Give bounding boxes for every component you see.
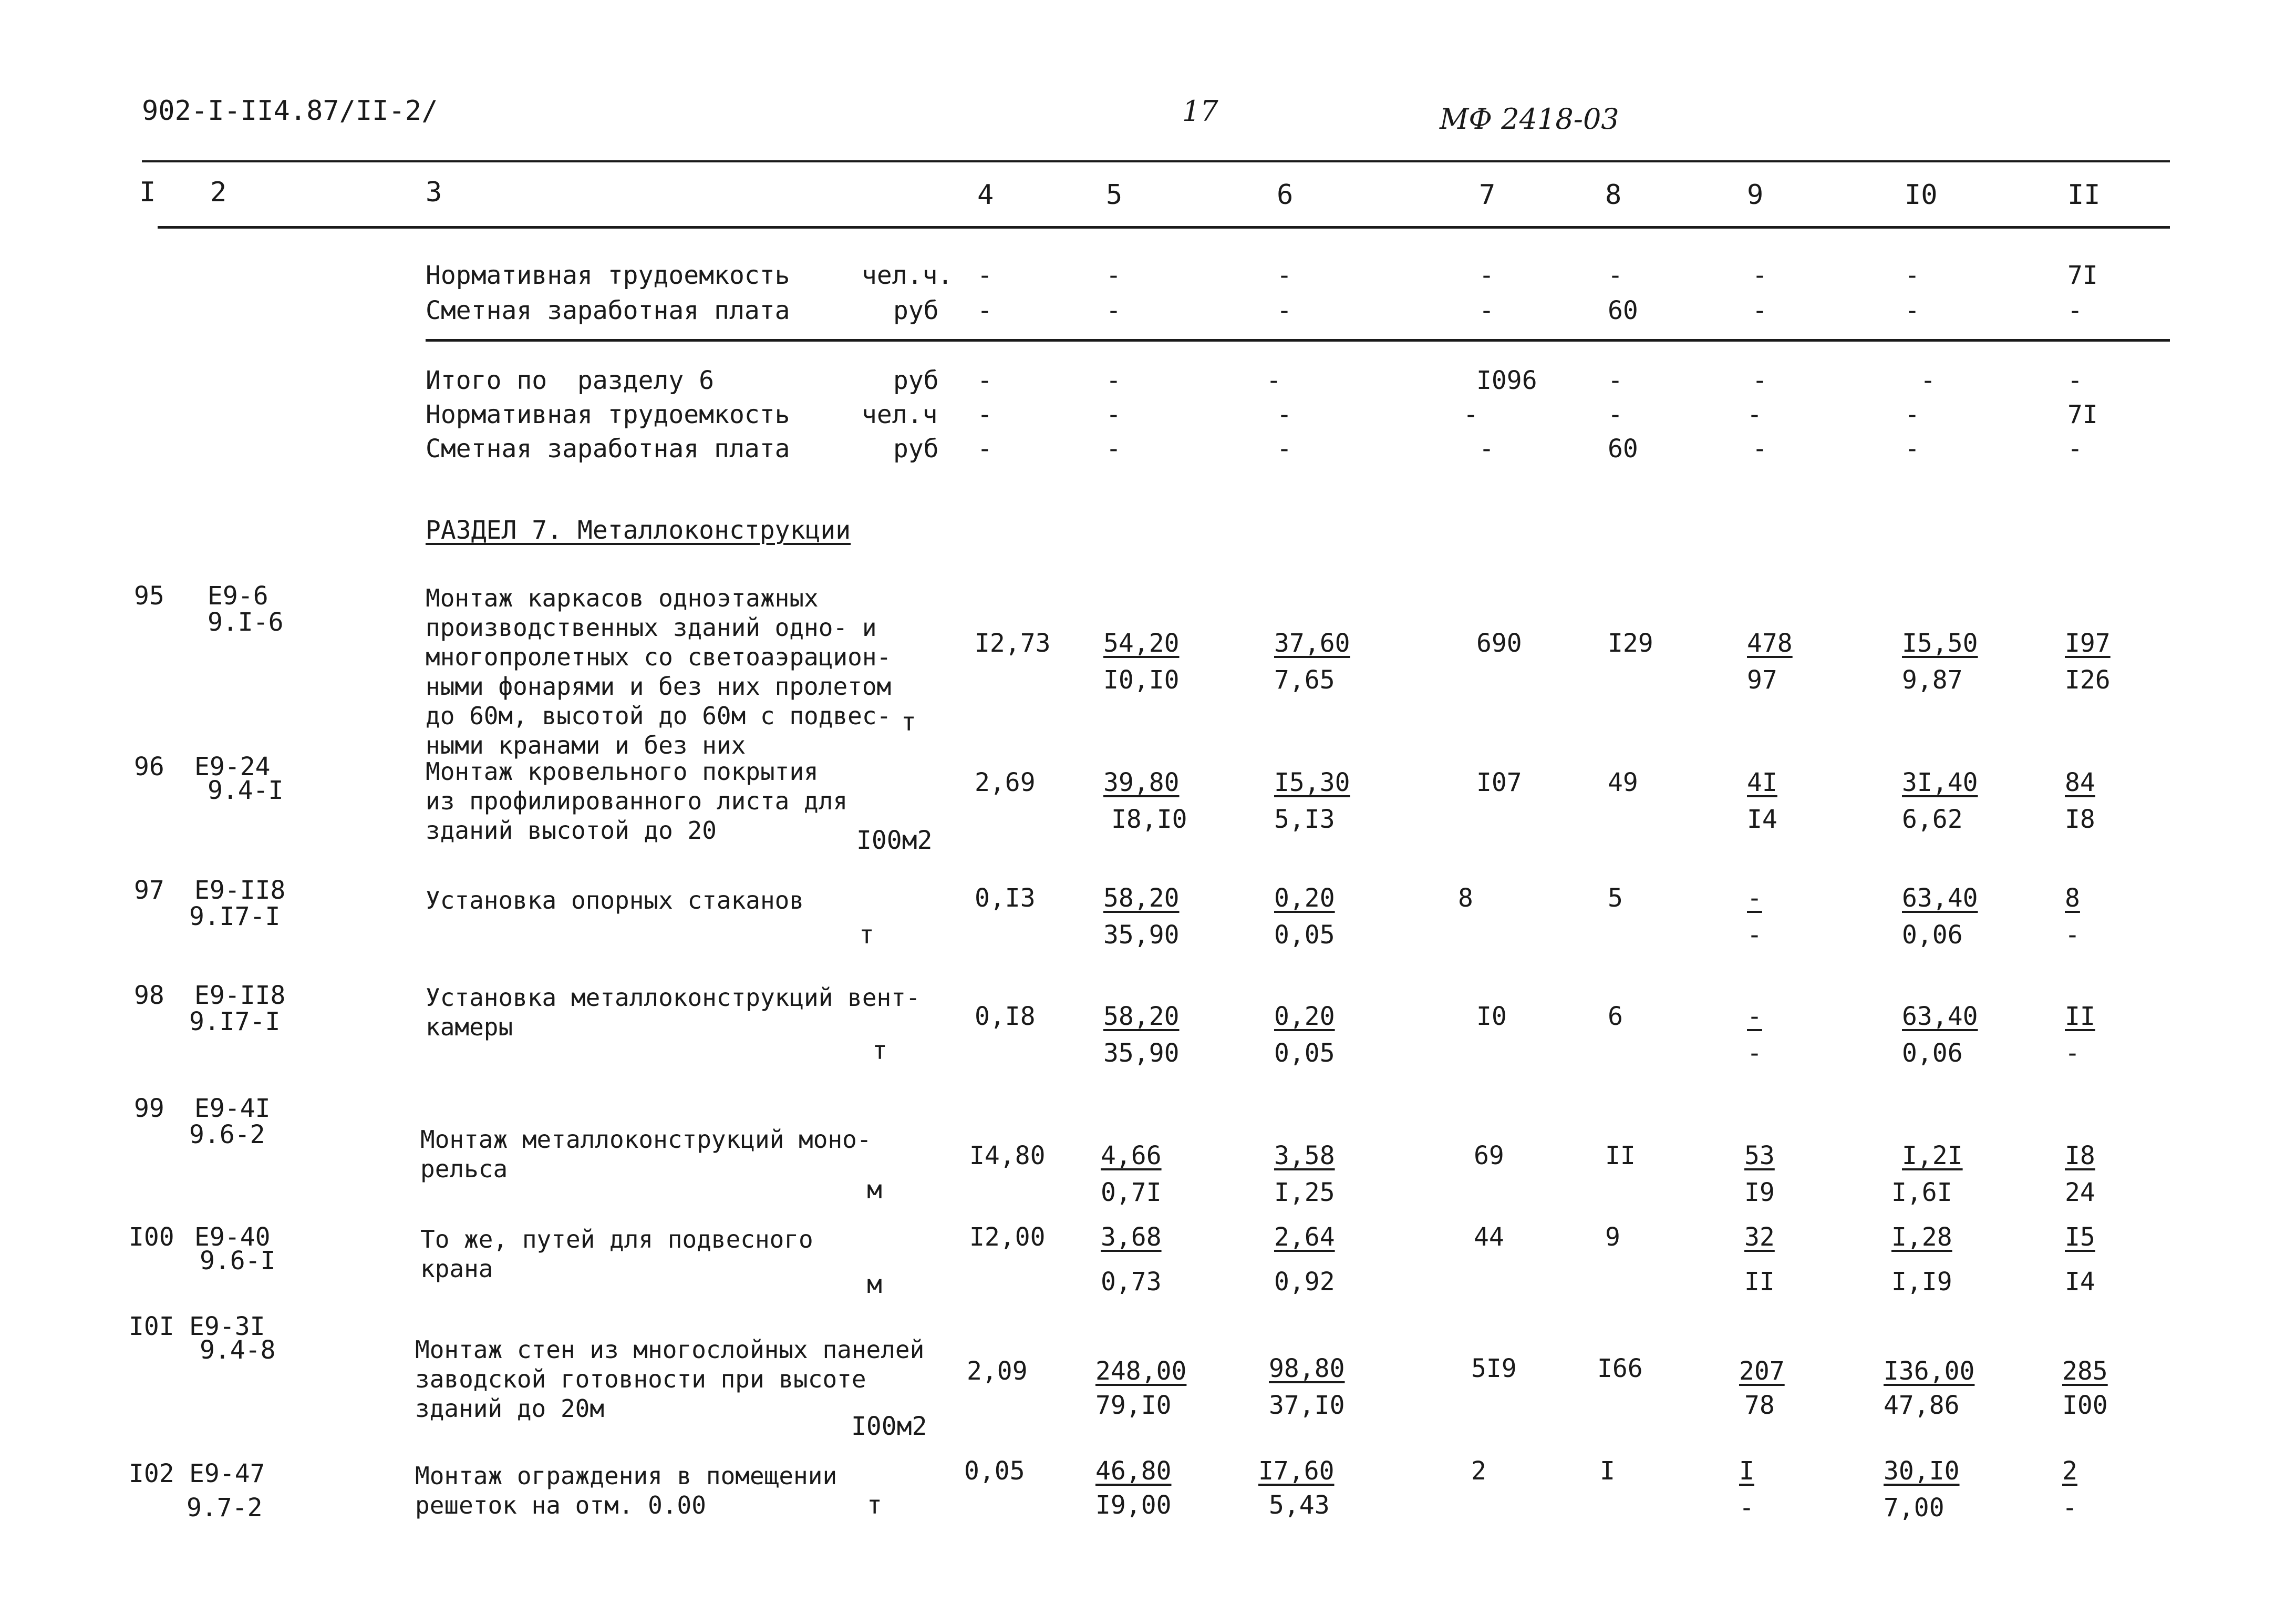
cell-bottom: I9,00 xyxy=(1095,1490,1172,1520)
cell-bottom: I4 xyxy=(2065,1267,2095,1297)
row-number: 95 xyxy=(134,581,164,611)
cell-top: 32 xyxy=(1744,1222,1775,1252)
cell-bottom: 24 xyxy=(2065,1178,2095,1207)
cell: - xyxy=(1106,366,1121,395)
cell-top: 207 xyxy=(1739,1356,1785,1386)
cell: - xyxy=(1106,400,1121,429)
summary-unit: чел.ч xyxy=(862,400,938,429)
cell-top: II xyxy=(2065,1002,2095,1031)
quantity: 2,69 xyxy=(975,768,1036,797)
cell-top: I8 xyxy=(2065,1141,2095,1170)
cell-top: 58,20 xyxy=(1103,1002,1180,1031)
cell-top: I5,50 xyxy=(1902,629,1978,658)
work-description: Установка металлоконструкций вент- камеры xyxy=(426,983,921,1041)
section-title: РАЗДЕЛ 7. Металлоконструкции xyxy=(426,516,851,545)
cell: 6 xyxy=(1608,1002,1623,1031)
cell-top: 98,80 xyxy=(1269,1354,1345,1383)
norm-code: Е9-II8 xyxy=(194,981,286,1010)
work-description: Установка опорных стаканов xyxy=(426,886,804,914)
norm-subcode: 9.7-2 xyxy=(187,1493,263,1523)
cell-bottom: 9,87 xyxy=(1902,665,1963,695)
cell-bottom: 35,90 xyxy=(1103,1039,1180,1068)
norm-code: Е9-6 xyxy=(208,581,268,611)
cell-top: I97 xyxy=(2065,629,2111,658)
cell: - xyxy=(1479,296,1494,325)
cell-bottom: 35,90 xyxy=(1103,920,1180,950)
column-header: 6 xyxy=(1277,179,1294,211)
cell: 44 xyxy=(1474,1222,1504,1252)
cell: I096 xyxy=(1476,366,1537,395)
cell-bottom: 7,00 xyxy=(1884,1493,1945,1523)
cell-bottom: 0,06 xyxy=(1902,920,1963,950)
norm-code: Е9-40 xyxy=(194,1222,271,1252)
cell-bottom: I8,I0 xyxy=(1111,805,1187,834)
cell-bottom: 0,05 xyxy=(1274,920,1335,950)
cell: - xyxy=(1106,434,1121,464)
unit: I00м2 xyxy=(856,826,933,855)
work-description: Монтаж кровельного покрытия из профилированного листа для зданий высотой до 20 xyxy=(426,757,848,845)
norm-subcode: 9.6-I xyxy=(200,1246,276,1276)
cell-bottom: - xyxy=(2062,1493,2077,1523)
cell: - xyxy=(977,296,992,325)
cell-top: 285 xyxy=(2062,1356,2108,1386)
cell: - xyxy=(1920,366,1936,395)
cell-top: 63,40 xyxy=(1902,1002,1978,1031)
cell: - xyxy=(977,434,992,464)
norm-code: Е9-47 xyxy=(189,1459,265,1488)
norm-subcode: 9.I-6 xyxy=(208,608,284,637)
norm-code: Е9-II8 xyxy=(194,876,286,905)
summary-unit: руб xyxy=(893,366,939,395)
cell-top: 3,58 xyxy=(1274,1141,1335,1170)
cell-top: I36,00 xyxy=(1884,1356,1975,1386)
cell-bottom: I00 xyxy=(2062,1391,2108,1420)
cell-bottom: I,I9 xyxy=(1891,1267,1952,1297)
cell: - xyxy=(1277,296,1292,325)
cell-top: 53 xyxy=(1744,1141,1775,1170)
row-number: 99 xyxy=(134,1094,164,1123)
cell: - xyxy=(977,400,992,429)
cell-top: 4,66 xyxy=(1101,1141,1162,1170)
column-header-rule xyxy=(158,226,2170,229)
unit: м xyxy=(867,1175,882,1205)
cell: - xyxy=(1608,400,1623,429)
cell-bottom: II xyxy=(1744,1267,1775,1297)
cell-bottom: - xyxy=(1747,1039,1762,1068)
cell-top: 30,I0 xyxy=(1884,1456,1960,1486)
column-header: II xyxy=(2067,179,2101,211)
unit: т xyxy=(901,707,916,737)
cell-top: 39,80 xyxy=(1103,768,1180,797)
cell: 5I9 xyxy=(1471,1354,1517,1383)
cell-top: 3,68 xyxy=(1101,1222,1162,1252)
cell-top: 2,64 xyxy=(1274,1222,1335,1252)
cell: - xyxy=(1479,434,1494,464)
cell-bottom: I,6I xyxy=(1891,1178,1952,1207)
cell: - xyxy=(2067,366,2083,395)
work-description: Монтаж стен из многослойных панелей заводской готовности при высоте зданий до 20м xyxy=(415,1335,925,1423)
cell: - xyxy=(1752,434,1767,464)
cell: 2 xyxy=(1471,1456,1486,1486)
quantity: 0,I3 xyxy=(975,883,1036,913)
cell-top: 63,40 xyxy=(1902,883,1978,913)
cell: I0 xyxy=(1476,1002,1507,1031)
cell: 5 xyxy=(1608,883,1623,913)
quantity: I4,80 xyxy=(969,1141,1046,1170)
handwritten-code: МФ 2418-03 xyxy=(1440,102,1619,136)
row-number: I02 xyxy=(129,1459,174,1488)
norm-subcode: 9.6-2 xyxy=(189,1120,265,1149)
row-number: 98 xyxy=(134,981,164,1010)
cell-top: - xyxy=(1747,883,1762,913)
cell-bottom: I26 xyxy=(2065,665,2111,695)
cell-top: 46,80 xyxy=(1095,1456,1172,1486)
column-header: 8 xyxy=(1605,179,1622,211)
summary-unit: чел.ч. xyxy=(862,261,953,290)
cell: - xyxy=(1106,261,1121,290)
cell-top: 8 xyxy=(2065,883,2080,913)
work-description: Монтаж ограждения в помещении решеток на отм. 0.00 xyxy=(415,1462,837,1519)
cell-bottom: I,25 xyxy=(1274,1178,1335,1207)
summary-label: Нормативная трудоемкость xyxy=(426,400,790,429)
norm-subcode: 9.4-I xyxy=(208,776,284,805)
cell-top: 3I,40 xyxy=(1902,768,1978,797)
cell-bottom: I4 xyxy=(1747,805,1777,834)
cell: - xyxy=(1479,261,1494,290)
cell: I07 xyxy=(1476,768,1522,797)
cell: 69 xyxy=(1474,1141,1504,1170)
summary-label: Нормативная трудоемкость xyxy=(426,261,790,290)
column-header: 3 xyxy=(426,177,442,208)
unit: т xyxy=(872,1036,887,1065)
summary-label: Итого по разделу 6 xyxy=(426,366,715,395)
summary-label: Сметная заработная плата xyxy=(426,434,790,464)
cell: - xyxy=(2067,296,2083,325)
page-mark: 17 xyxy=(1182,95,1218,128)
cell: - xyxy=(1747,400,1762,429)
cell: 60 xyxy=(1608,434,1638,464)
norm-subcode: 9.I7-I xyxy=(189,1007,281,1036)
cell-bottom: 37,I0 xyxy=(1269,1391,1345,1420)
column-header: I0 xyxy=(1905,179,1938,211)
quantity: I2,73 xyxy=(975,629,1051,658)
cell-bottom: 0,05 xyxy=(1274,1039,1335,1068)
cell-top: 84 xyxy=(2065,768,2095,797)
quantity: 0,05 xyxy=(964,1456,1025,1486)
document-code: 902-I-II4.87/II-2/ xyxy=(142,95,438,127)
cell: 690 xyxy=(1476,629,1522,658)
row-number: I0I xyxy=(129,1312,174,1341)
cell-bottom: 0,7I xyxy=(1101,1178,1162,1207)
cell: 49 xyxy=(1608,768,1638,797)
cell: - xyxy=(1905,296,1920,325)
quantity: I2,00 xyxy=(969,1222,1046,1252)
unit: т xyxy=(867,1490,882,1520)
cell: - xyxy=(1905,434,1920,464)
column-header: 9 xyxy=(1747,179,1764,211)
norm-code: Е9-4I xyxy=(194,1094,271,1123)
cell: II xyxy=(1605,1141,1636,1170)
cell-top: I5,30 xyxy=(1274,768,1350,797)
column-header: 2 xyxy=(210,177,227,208)
cell-bottom: - xyxy=(2065,920,2080,950)
cell-top: 4I xyxy=(1747,768,1777,797)
unit: т xyxy=(859,920,874,950)
cell: - xyxy=(1277,400,1292,429)
table-top-rule xyxy=(142,160,2170,162)
summary-label: Сметная заработная плата xyxy=(426,296,790,325)
cell-bottom: 0,73 xyxy=(1101,1267,1162,1297)
cell: - xyxy=(977,366,992,395)
cell-bottom: - xyxy=(1739,1493,1754,1523)
cell: I xyxy=(1600,1456,1615,1486)
column-header: 5 xyxy=(1106,179,1123,211)
unit: I00м2 xyxy=(851,1412,927,1441)
cell: 60 xyxy=(1608,296,1638,325)
cell: 8 xyxy=(1458,883,1473,913)
cell-bottom: 78 xyxy=(1744,1391,1775,1420)
cell: - xyxy=(1905,400,1920,429)
cell: - xyxy=(1752,296,1767,325)
cell: 9 xyxy=(1605,1222,1620,1252)
norm-subcode: 9.4-8 xyxy=(200,1335,276,1365)
cell: - xyxy=(1463,400,1478,429)
cell-top: - xyxy=(1747,1002,1762,1031)
summary-unit: руб xyxy=(893,296,939,325)
cell-bottom: I8 xyxy=(2065,805,2095,834)
row-number: 96 xyxy=(134,752,164,782)
column-header: 7 xyxy=(1479,179,1496,211)
unit: м xyxy=(867,1270,882,1299)
cell-bottom: 6,62 xyxy=(1902,805,1963,834)
row-number: 97 xyxy=(134,876,164,905)
cell: - xyxy=(1608,261,1623,290)
summary-unit: руб xyxy=(893,434,939,464)
cell-top: I7,60 xyxy=(1258,1456,1335,1486)
cell-top: 37,60 xyxy=(1274,629,1350,658)
cell-top: 2 xyxy=(2062,1456,2077,1486)
cell-top: I,2I xyxy=(1902,1141,1963,1170)
cell-bottom: 47,86 xyxy=(1884,1391,1960,1420)
work-description: То же, путей для подвесного крана xyxy=(420,1225,813,1283)
cell-bottom: - xyxy=(2065,1039,2080,1068)
norm-code: Е9-24 xyxy=(194,752,271,782)
cell-top: 54,20 xyxy=(1103,629,1180,658)
cell-bottom: 5,43 xyxy=(1269,1490,1330,1520)
cell-bottom: - xyxy=(1747,920,1762,950)
cell: I29 xyxy=(1608,629,1653,658)
cell: - xyxy=(1608,366,1623,395)
cell-bottom: 0,06 xyxy=(1902,1039,1963,1068)
cell: - xyxy=(1905,261,1920,290)
cell-bottom: 5,I3 xyxy=(1274,805,1335,834)
cell: - xyxy=(2067,434,2083,464)
work-description: Монтаж каркасов одноэтажных производственных зданий одно- и многопролетных со светоаэрацион- ными фонарями и без них пролетом до 60м, высотой до 60м с подвес- ными кранами и без них xyxy=(426,584,892,759)
cell-top: I,28 xyxy=(1891,1222,1952,1252)
cell-top: 0,20 xyxy=(1274,1002,1335,1031)
cell: 7I xyxy=(2067,400,2098,429)
cell: - xyxy=(1752,366,1767,395)
cell-bottom: I0,I0 xyxy=(1103,665,1180,695)
norm-subcode: 9.I7-I xyxy=(189,902,281,931)
cell: - xyxy=(977,261,992,290)
cell: - xyxy=(1106,296,1121,325)
norm-code: Е9-3I xyxy=(189,1312,265,1341)
cell: - xyxy=(1752,261,1767,290)
cell-bottom: I9 xyxy=(1744,1178,1775,1207)
work-description: Монтаж металлоконструкций моно- рельса xyxy=(420,1125,872,1183)
cell-top: 248,00 xyxy=(1095,1356,1187,1386)
cell-bottom: 7,65 xyxy=(1274,665,1335,695)
cell-top: I xyxy=(1739,1456,1754,1486)
cell: I66 xyxy=(1597,1354,1643,1383)
cell: - xyxy=(1266,366,1281,395)
quantity: 0,I8 xyxy=(975,1002,1036,1031)
cell-bottom: 79,I0 xyxy=(1095,1391,1172,1420)
cell-top: 478 xyxy=(1747,629,1793,658)
cell: - xyxy=(1277,434,1292,464)
cell-bottom: 97 xyxy=(1747,665,1777,695)
column-header: I xyxy=(139,177,156,208)
cell-top: 58,20 xyxy=(1103,883,1180,913)
summary-rule xyxy=(426,339,2170,342)
quantity: 2,09 xyxy=(967,1356,1028,1386)
cell: 7I xyxy=(2067,261,2098,290)
cell-top: 0,20 xyxy=(1274,883,1335,913)
cell-bottom: 0,92 xyxy=(1274,1267,1335,1297)
column-header: 4 xyxy=(977,179,994,211)
row-number: I00 xyxy=(129,1222,174,1252)
cell-top: I5 xyxy=(2065,1222,2095,1252)
cell: - xyxy=(1277,261,1292,290)
